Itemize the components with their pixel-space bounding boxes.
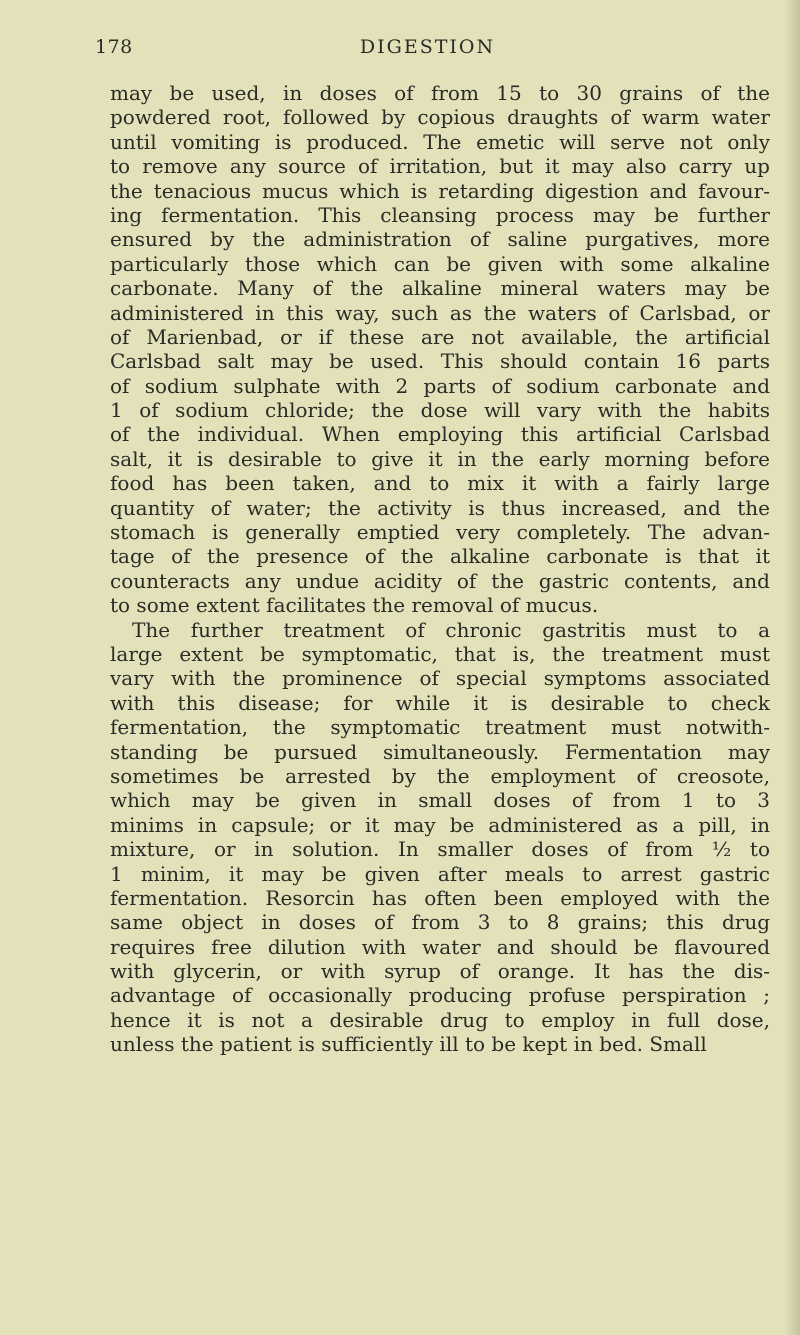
paragraph-2 xyxy=(110,618,770,1057)
text-line: tage of the presence of the alkaline carbonate is that it xyxy=(110,544,770,569)
text-line: unless the patient is sufficiently ill to be kept in bed. Small xyxy=(110,1032,707,1057)
running-head xyxy=(95,36,760,62)
text-line: salt, it is desirable to give it in the early morning before xyxy=(110,446,770,471)
text-line: quantity of water; the activity is thus increased, and the xyxy=(110,495,770,520)
text-line: counteracts any undue acidity of the gastric contents, and xyxy=(110,568,770,593)
text-line: until vomiting is produced. The emetic will serve not only xyxy=(110,129,770,154)
text-line: 1 of sodium chloride; the dose will vary with the habits xyxy=(110,398,770,423)
text-line: fermentation, the symptomatic treatment must notwith- xyxy=(110,715,770,740)
text-line: food has been taken, and to mix it with a fairly large xyxy=(110,471,770,496)
text-line: powdered root, followed by copious draughts of warm water xyxy=(110,105,770,130)
text-line: sometimes be arrested by the employment of creosote, xyxy=(110,763,770,788)
text-line: with this disease; for while it is desirable to check xyxy=(110,690,770,715)
body-text xyxy=(110,81,770,1057)
text-line: standing be pursued simultaneously. Fermentation may xyxy=(110,739,770,764)
text-line: the tenacious mucus which is retarding digestion and favour- xyxy=(110,178,770,203)
running-title: DIGESTION xyxy=(359,36,496,58)
text-line: particularly those which can be given with some alkaline xyxy=(110,251,770,276)
page-number: 178 xyxy=(95,36,133,58)
text-line: 1 minim, it may be given after meals to arrest gastric xyxy=(110,861,770,886)
text-line: ensured by the administration of saline purgatives, more xyxy=(110,227,770,252)
text-line: of Marienbad, or if these are not available, the artificial xyxy=(110,324,770,349)
text-line: The further treatment of chronic gastritis must to a xyxy=(132,617,770,642)
text-line: of the individual. When employing this artificial Carlsbad xyxy=(110,422,770,447)
text-line: stomach is generally emptied very completely. The advan- xyxy=(110,520,770,545)
text-line: to some extent facilitates the removal of mucus. xyxy=(110,593,599,618)
text-line: vary with the prominence of special symptoms associated xyxy=(110,666,770,691)
text-line: same object in doses of from 3 to 8 grains; this drug xyxy=(110,910,770,935)
text-line: administered in this way, such as the waters of Carlsbad, or xyxy=(110,300,770,325)
text-line: minims in capsule; or it may be administered as a pill, in xyxy=(110,812,770,837)
text-line: mixture, or in solution. In smaller doses of from ½ to xyxy=(110,837,770,862)
text-line: to remove any source of irritation, but it may also carry up xyxy=(110,154,770,179)
text-line: which may be given in small doses of from 1 to 3 xyxy=(110,788,770,813)
text-line: of sodium sulphate with 2 parts of sodium carbonate and xyxy=(110,373,770,398)
text-line: requires free dilution with water and should be flavoured xyxy=(110,934,770,959)
text-line: large extent be symptomatic, that is, the treatment must xyxy=(110,641,770,666)
paragraph-1 xyxy=(110,81,770,618)
text-line: advantage of occasionally producing profuse perspiration ; xyxy=(110,983,770,1008)
page-edge-shadow xyxy=(784,0,800,1335)
text-line: may be used, in doses of from 15 to 30 grains of the xyxy=(110,81,770,105)
text-line: carbonate. Many of the alkaline mineral waters may be xyxy=(110,276,770,301)
text-line: ing fermentation. This cleansing process may be further xyxy=(110,202,770,227)
text-line: fermentation. Resorcin has often been employed with the xyxy=(110,885,770,910)
text-line: Carlsbad salt may be used. This should contain 16 parts xyxy=(110,349,770,374)
text-line: hence it is not a desirable drug to employ in full dose, xyxy=(110,1007,770,1032)
text-line: with glycerin, or with syrup of orange. It has the dis- xyxy=(110,959,770,984)
